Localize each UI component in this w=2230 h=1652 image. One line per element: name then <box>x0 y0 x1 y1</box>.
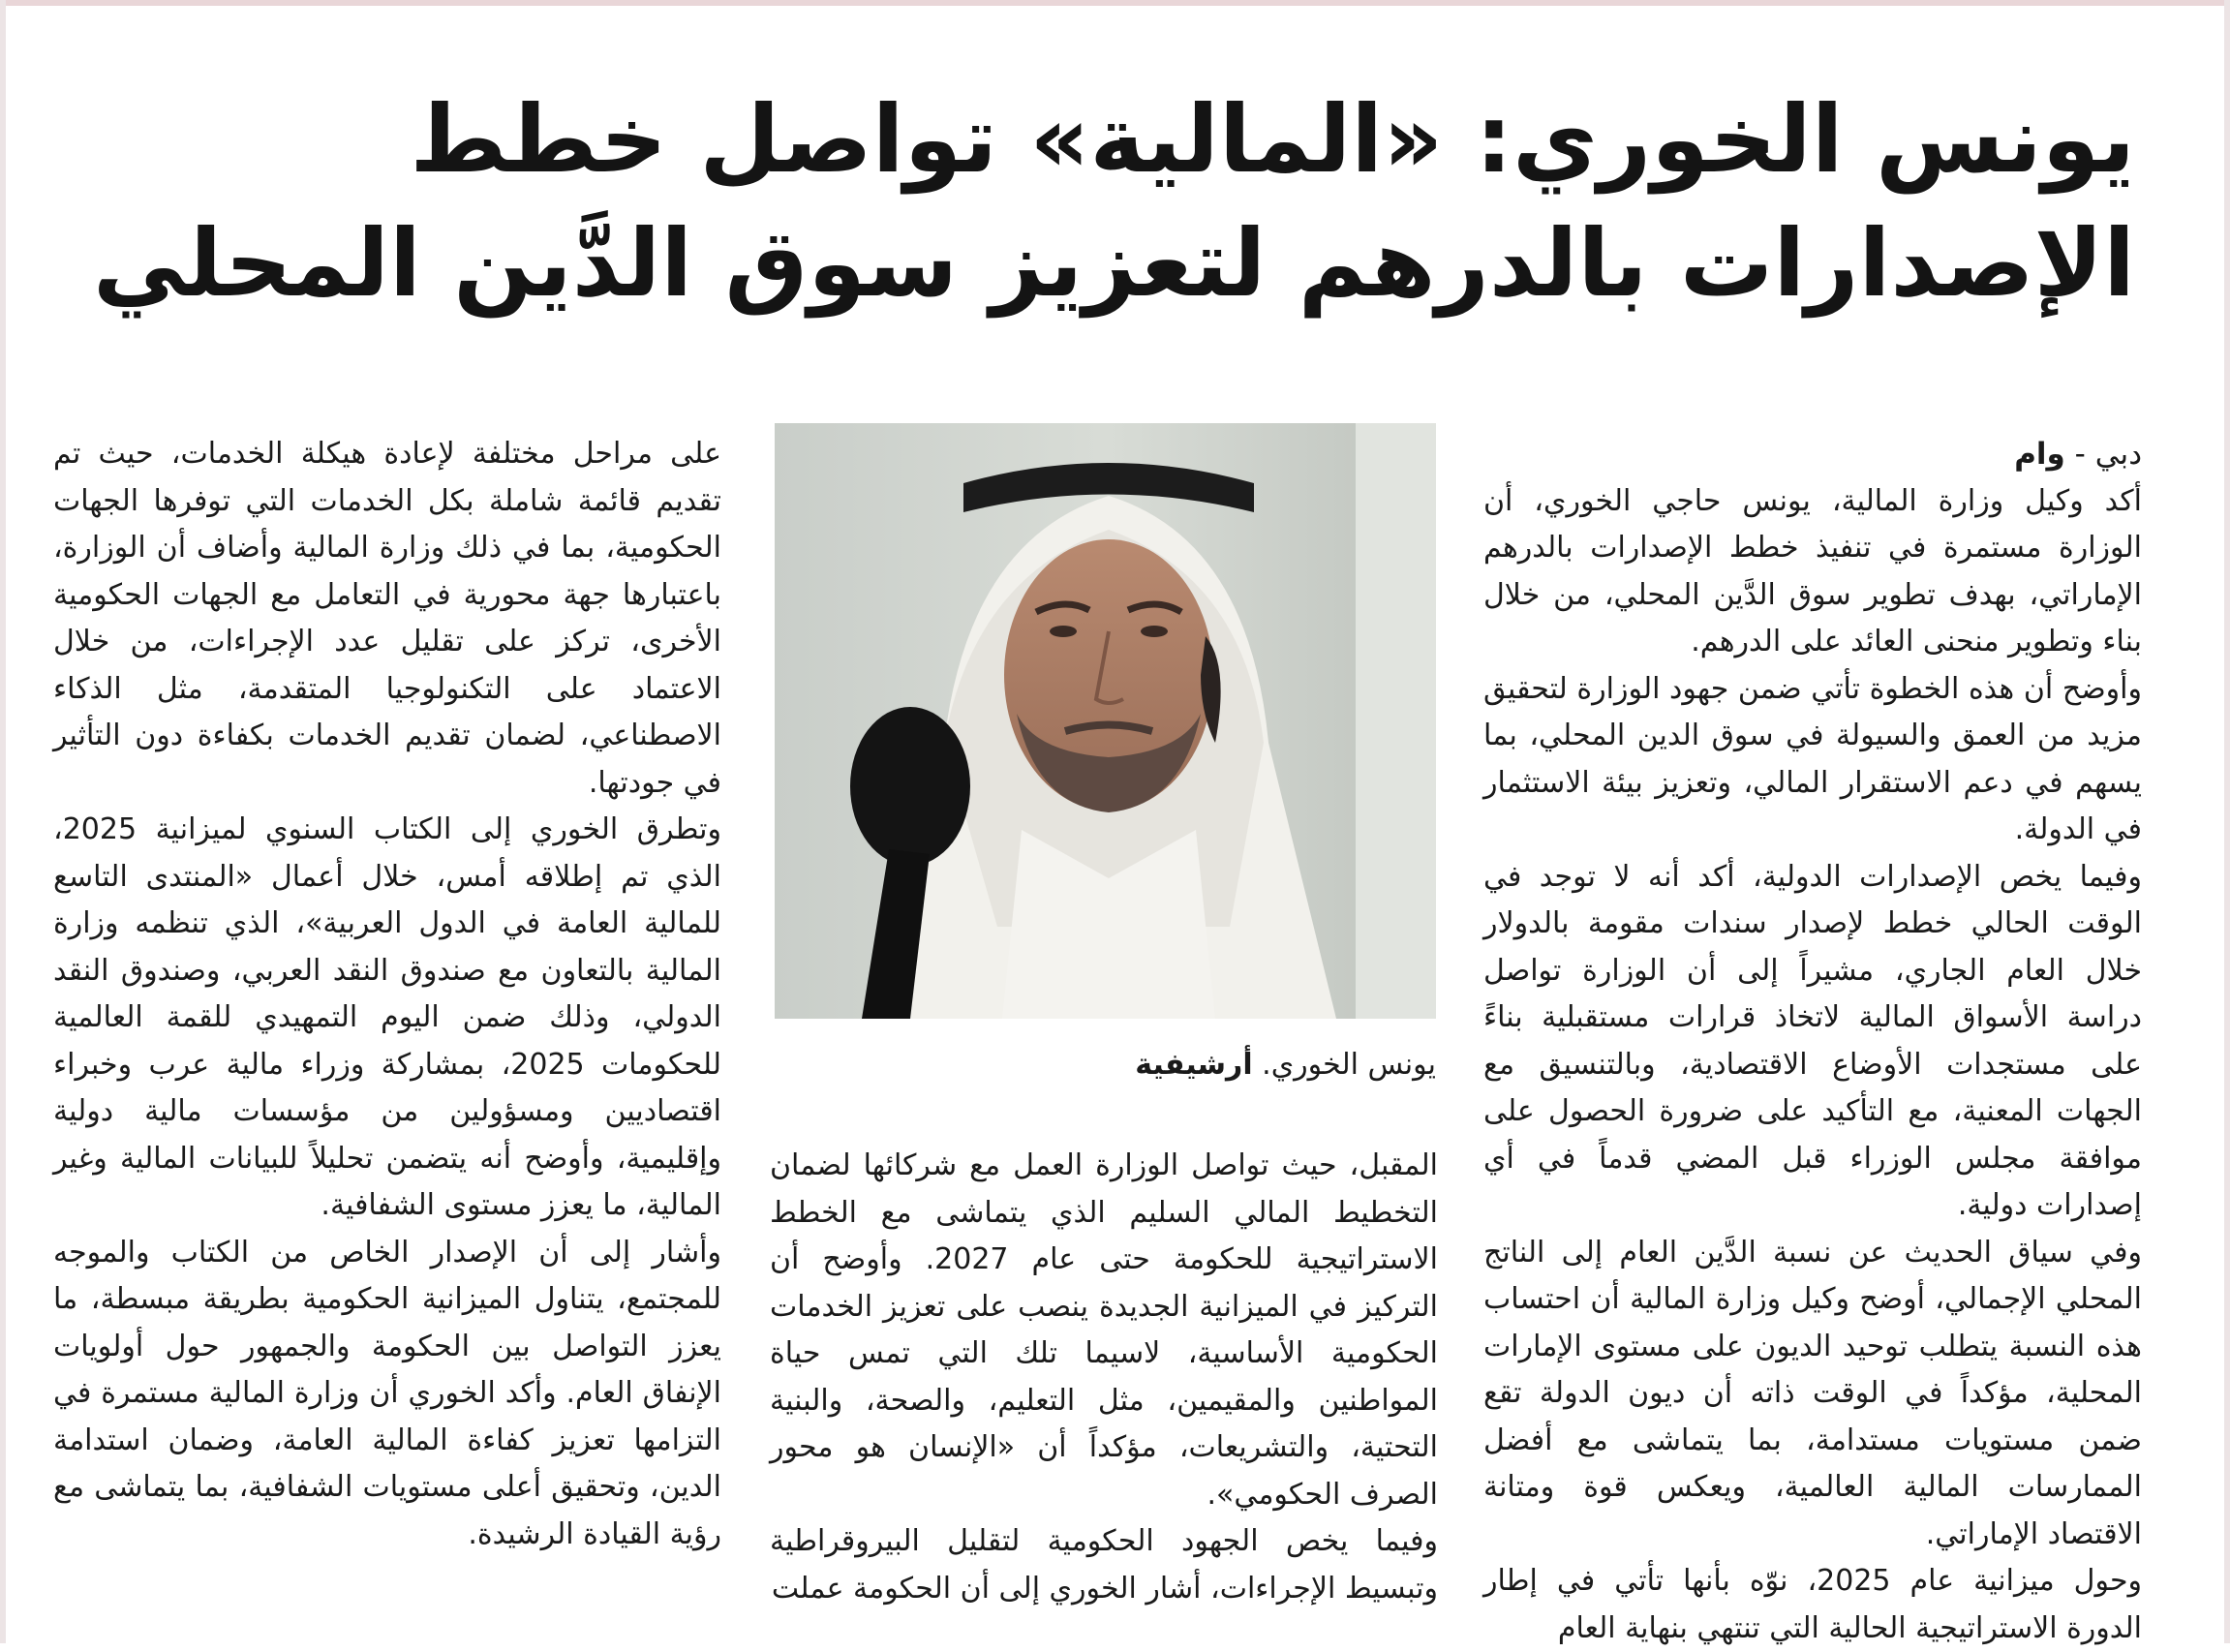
caption-credit: أرشيفية <box>1135 1048 1253 1082</box>
article-column-left <box>53 431 721 1558</box>
headline-line-2: الإصدارات بالدرهم لتعزيز سوق الدَّين المحلي <box>93 209 2135 318</box>
right-border <box>2224 0 2230 1643</box>
paragraph: وأوضح أن هذه الخطوة تأتي ضمن جهود الوزارة لتحقيق مزيد من العمق والسيولة في سوق الدين المحلي، بما يسهم في دعم الاستقرار المالي، وتعزيز بيئة الاستثمار في الدولة. <box>1483 671 2142 846</box>
article-column-right <box>1483 431 2142 1652</box>
portrait-image <box>775 423 1436 1019</box>
caption-text: يونس الخوري. <box>1252 1048 1436 1082</box>
dateline-place: دبي - <box>2064 437 2142 472</box>
paragraph: وفيما يخص الجهود الحكومية لتقليل البيروقراطية وتبسيط الإجراءات، أشار الخوري إلى أن الحكومة عملت <box>770 1524 1438 1606</box>
photo-caption <box>775 1046 1436 1085</box>
top-border <box>0 0 2230 6</box>
paragraph: المقبل، حيث تواصل الوزارة العمل مع شركائها لضمان التخطيط المالي السليم الذي يتماشى مع الخطط الاستراتيجية للحكومة حتى عام 2027. وأوضح أن التركيز في الميزانية الجديدة ينصب على تعزيز الخدمات الحكومية الأساسية، لاسيما تلك التي تمس حياة المواطنين والمقيمين، مثل التعليم، والصحة، والبنية التحتية، والتشريعات، مؤكداً أن «الإنسان هو محور الصرف الحكومي». <box>770 1148 1439 1512</box>
article-photo <box>775 423 1436 1019</box>
dateline-agency: وام <box>2014 437 2065 472</box>
paragraph: وفي سياق الحديث عن نسبة الدَّين العام إلى الناتج المحلي الإجمالي، أوضح وكيل وزارة المالية أن احتساب هذه النسبة يتطلب توحيد الديون على مستوى الإمارات المحلية، مؤكداً في الوقت ذاته أن ديون الدولة تقع ضمن مستويات مستدامة، بما يتماشى مع أفضل الممارسات المالية العالمية، ويعكس قوة ومتانة الاقتصاد الإماراتي. <box>1483 1235 2142 1551</box>
paragraph: وفيما يخص الإصدارات الدولية، أكد أنه لا توجد في الوقت الحالي خطط لإصدار سندات مقومة بالدولار خلال العام الجاري، مشيراً إلى أن الوزارة تواصل دراسة الأسواق المالية لاتخاذ قرارات مستقبلية بناءً على مستجدات الأوضاع الاقتصادية، وبالتنسيق مع الجهات المعنية، مع التأكيد على ضرورة الحصول على موافقة مجلس الوزراء قبل المضي قدماً في أي إصدارات دولية. <box>1483 859 2142 1222</box>
dateline <box>1483 431 2142 478</box>
paragraph: أكد وكيل وزارة المالية، يونس حاجي الخوري، أن الوزارة مستمرة في تنفيذ خطط الإصدارات بالدرهم الإماراتي، بهدف تطوير سوق الدَّين المحلي، من خلال بناء وتطوير منحنى العائد على الدرهم. <box>1483 483 2142 658</box>
paragraph: وتطرق الخوري إلى الكتاب السنوي لميزانية 2025، الذي تم إطلاقه أمس، خلال أعمال «المنتدى التاسع للمالية العامة في الدول العربية»، الذي تنظمه وزارة المالية بالتعاون مع صندوق النقد العربي، وصندوق النقد الدولي، وذلك ضمن اليوم التمهيدي للقمة العالمية للحكومات 2025، بمشاركة وزراء مالية عرب وخبراء اقتصاديين ومسؤولين من مؤسسات مالية دولية وإقليمية، وأوضح أنه يتضمن تحليلاً للبيانات المالية وغير المالية، ما يعزز مستوى الشفافية. <box>53 812 721 1222</box>
paragraph: على مراحل مختلفة لإعادة هيكلة الخدمات، حيث تم تقديم قائمة شاملة بكل الخدمات التي توفرها الجهات الحكومية، بما في ذلك وزارة المالية وأضاف أن الوزارة، باعتبارها جهة محورية في التعامل مع الجهات الحكومية الأخرى، تركز على تقليل عدد الإجراءات، من خلال الاعتماد على التكنولوجيا المتقدمة، مثل الذكاء الاصطناعي، لضمان تقديم الخدمات بكفاءة دون التأثير في جودتها. <box>53 437 721 800</box>
left-border <box>0 0 6 1643</box>
article-headline <box>92 77 2135 325</box>
headline-line-1: يونس الخوري: «المالية» تواصل خطط <box>410 85 2135 194</box>
paragraph: وحول ميزانية عام 2025، نوّه بأنها تأتي في إطار الدورة الاستراتيجية الحالية التي تنتهي بنهاية العام <box>1483 1564 2142 1645</box>
paragraph: وأشار إلى أن الإصدار الخاص من الكتاب والموجه للمجتمع، يتناول الميزانية الحكومية بطريقة مبسطة، ما يعزز التواصل بين الحكومة والجمهور حول أولويات الإنفاق العام. وأكد الخوري أن وزارة المالية مستمرة في التزامها تعزيز كفاءة المالية العامة، وضمان استدامة الدين، وتحقيق أعلى مستويات الشفافية، بما يتماشى مع رؤية القيادة الرشيدة. <box>53 1235 721 1551</box>
article-column-middle <box>770 1143 1438 1612</box>
